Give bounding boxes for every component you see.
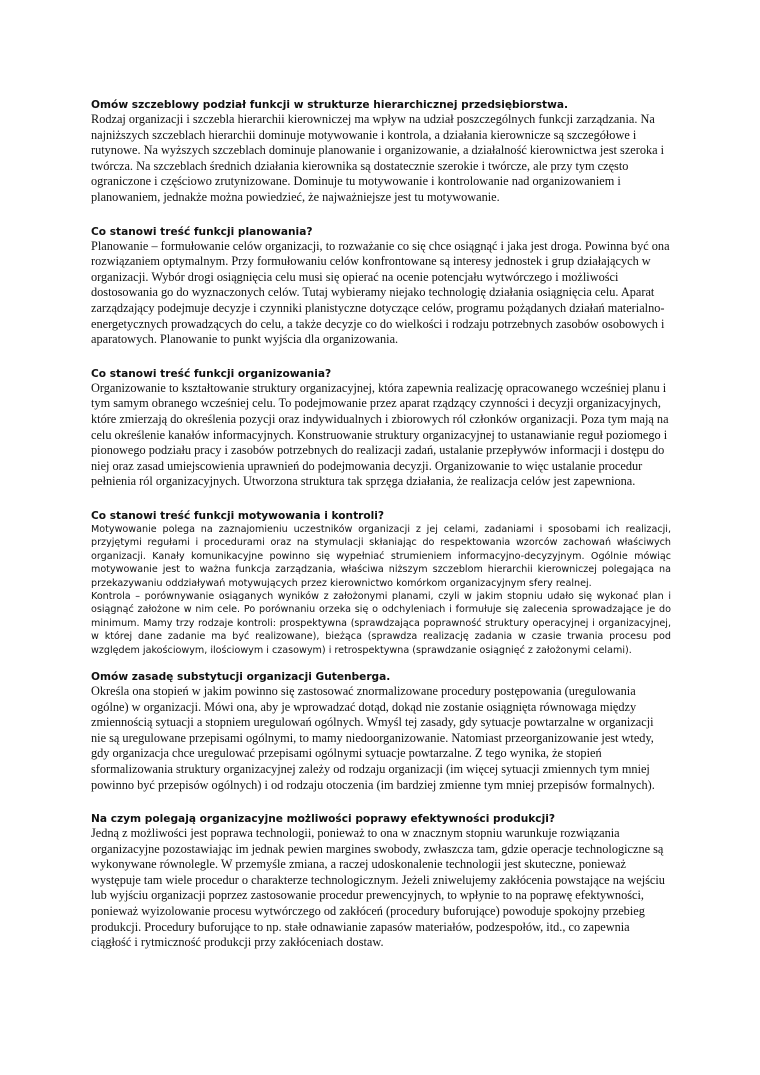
section-paragraph: Rodzaj organizacji i szczebla hierarchii kierowniczej ma wpływ na udział poszczególnych funkcji zarządzania. Na najniższych szczeblach hierarchii dominuje motywowanie i kontrola, a działania kierownicze są szczegółowe i rutynowe. Na wyższych szczeblach dominuje planowanie i organizowanie, a działalność kierownictwa jest szeroka i twórcza. Na szczeblach średnich działania kierownika są dostatecznie szerokie i twórcze, ale przy tym często ograniczone i częściowo zrutynizowane. Dominuje tu motywowanie i kontrolowanie nad organizowaniem i planowaniem, jednakże można powiedzieć, że najważniejsze jest tu motywowanie.: [91, 112, 665, 204]
section-heading: Co stanowi treść funkcji motywowania i kontroli?: [91, 509, 385, 522]
section-heading: Co stanowi treść funkcji planowania?: [91, 225, 313, 238]
section-hierarchy-functions: [91, 98, 671, 206]
section-paragraph: Motywowanie polega na zaznajomieniu uczestników organizacji z jej celami, zadaniami i sposobami ich realizacji, przyjętymi regułami i procedurami oraz na stymulacji skłaniając do respektowania wzorców zachowań właściwych organizacji. Kanały komunikacyjne powinno się wypełniać strumieniem informacyjno-decyzyjnym. Ogólnie mówiąc motywowanie jest to ważna funkcja zarządzania, właściwa niższym szczeblom hierarchii kierowniczej polegająca na przekazywaniu oddziaływań motywujących przez kierownictwo komórkom organizacyjnym sfery realnej.: [91, 523, 671, 589]
section-paragraph: Organizowanie to kształtowanie struktury organizacyjnej, która zapewnia realizację opracowanego wcześniej planu i tym samym obranego wcześniej celu. To podejmowanie przez aparat rządzący czynności i decyzji organizacyjnych, które zmierzają do określenia pozycji oraz indywidualnych i zbiorowych ról członków organizacji. Poza tym mają na celu określenie kanałów informacyjnych. Konstruowanie struktury organizacyjnej to ustanawianie reguł poziomego i pionowego podziału pracy i zasobów potrzebnych do realizacji zadań, ustalanie przepływów informacji i dostępu do niej oraz zasad umiejscowienia uprawnień do podejmowania decyzji. Organizowanie to więc ustalanie procedur pełnienia ról organizacyjnych. Utworzona struktura tak sprzęga działania, że realizacja celów jest zapewniona.: [91, 380, 669, 489]
document-page: [91, 98, 671, 951]
section-paragraph: Określa ona stopień w jakim powinno się zastosować znormalizowane procedury postępowania (uregulowania ogólne) w organizacji. Mówi ona, aby je wprowadzać dotąd, dokąd nie zostanie osiągnięta równowaga między zmiennością sytuacji a stopniem uregulowań ogólnych. Wmyśl tej zasady, gdy sytuacje powtarzalne w organizacji nie są uregulowane przepisami ogólnymi, to mamy niedoorganizowanie. Natomiast przeorganizowanie jest wtedy, gdy organizacja chce uregulować przepisami ogólnymi sytuacje powtarzalne. Z tego wynika, że stopień sformalizowania struktury organizacyjnej zależy od rodzaju organizacji (im więcej sytuacji zmiennych tym mniej powinno być przepisów ogólnych) i od rodzaju otoczenia (im bardziej zmienne tym mniej przepisów formalnych).: [91, 683, 655, 792]
section-heading: Omów zasadę substytucji organizacji Gutenberga.: [91, 670, 391, 683]
section-heading: Na czym polegają organizacyjne możliwości poprawy efektywności produkcji?: [91, 813, 555, 826]
section-paragraph: Jedną z możliwości jest poprawa technologii, ponieważ to ona w znacznym stopniu warunkuje rozwiązania organizacyjne pozostawiając im jednak pewien margines swobody, zwłaszcza tam, gdzie operacje technologiczne są wykonywane równolegle. W przemyśle zmiana, a raczej udoskonalenie technologii jest skuteczne, ponieważ występuje tam wiele procedur o charakterze technologicznym. Jeżeli zniwelujemy zakłócenia powstające na wejściu lub wyjściu organizacji poprzez zastosowanie procedur prewencyjnych, to wpłynie to na poprawę efektywności, ponieważ wyizolowanie procesu wytwórczego od zakłóceń (procedury buforujące) powoduje spokojny przebieg produkcji. Procedury buforujące to np. stałe odnawianie zapasów materiałów, podzespołów, itd., co zapewnia ciągłość i rytmiczność produkcji przy zakłóceniach dostaw.: [91, 826, 665, 950]
section-paragraph: Kontrola – porównywanie osiąganych wyników z założonymi planami, czyli w jakim stopniu udało się wykonać plan i osiągnąć założone w nim cele. Po porównaniu orzeka się o odchyleniach i formułuje się zalecenia sprowadzające je do minimum. Mamy trzy rodzaje kontroli: prospektywna (sprawdzająca poprawność struktury operacyjnej i organizacyjnej, w której dane zadanie ma być realizowane), bieżąca (sprawdza realizację zadania w czasie trwania procesu pod względem jakościowym, ilościowym i czasowym) i retrospektywna (sprawdzanie osiągnięć z założonymi celami).: [91, 590, 671, 656]
section-gutenberg: [91, 670, 671, 793]
section-organizing: [91, 367, 671, 490]
section-heading: Co stanowi treść funkcji organizowania?: [91, 367, 332, 380]
section-motivation-control: [91, 509, 671, 657]
section-heading: Omów szczeblowy podział funkcji w strukturze hierarchicznej przedsiębiorstwa.: [91, 99, 569, 111]
section-paragraph: Planowanie – formułowanie celów organizacji, to rozważanie co się chce osiągnąć i jaka jest droga. Powinna być ona rozwiązaniem optymalnym. Przy formułowaniu celów konfrontowane są interesy jednostek i grup działających w organizacji. Wybór drogi osiągnięcia celu musi się opierać na ocenie potencjału wytwórczego i możliwości dostosowania go do wyznaczonych celów. Tutaj wybieramy niejako technologię działania osiągnięcia celu. Aparat zarządzający podejmuje decyzje i czynniki planistyczne dotyczące celów, programu pożądanych działań materialno-energetycznych prowadzących do celu, a także decyzje co do wielkości i rodzaju potrzebnych zasobów osobowych i aparatowych. Planowanie to punkt wyjścia dla organizowania.: [91, 238, 670, 347]
section-planning: [91, 225, 671, 348]
section-production-efficiency: [91, 812, 671, 951]
